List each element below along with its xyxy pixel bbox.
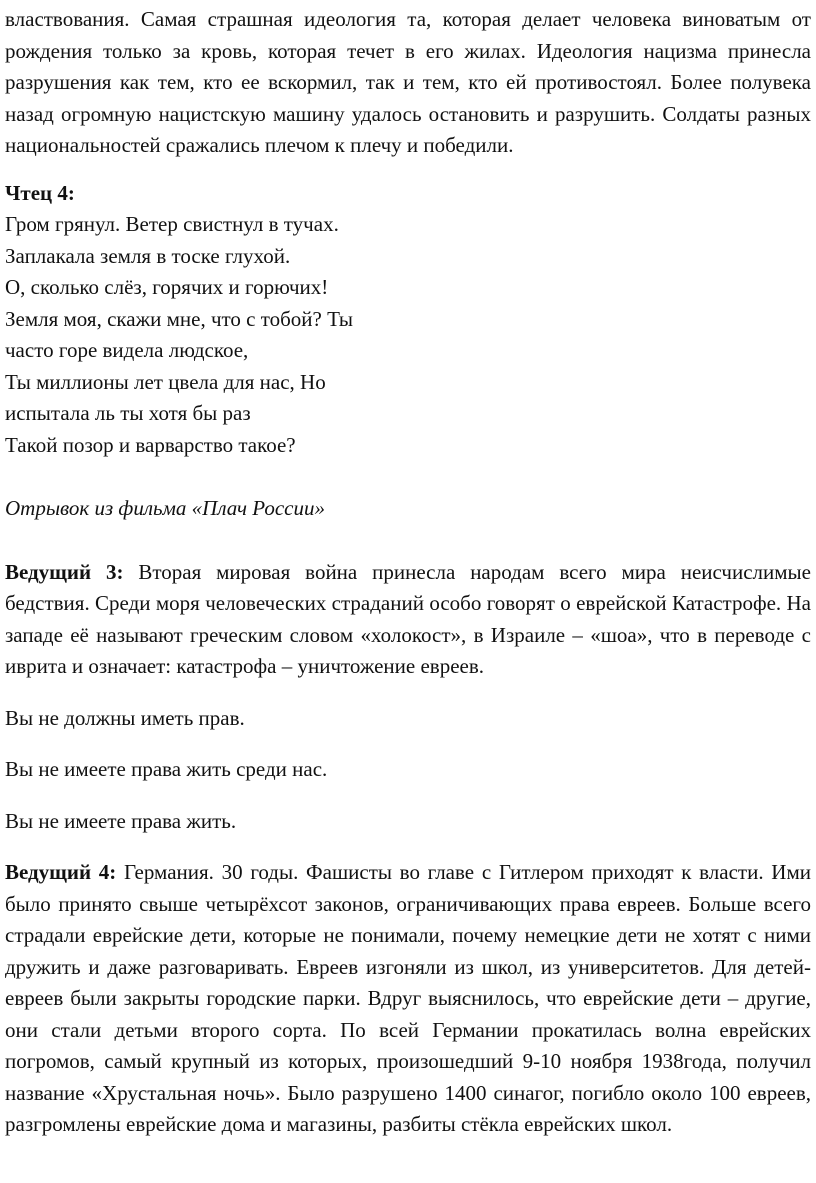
host-3-paragraph <box>5 557 811 683</box>
poem-line: Земля моя, скажи мне, что с тобой? Ты <box>5 306 354 331</box>
host-3-text: Вторая мировая война принесла народам всего мира неисчислимые бедствия. Среди моря человеческих страданий особо говорят о еврейской Катастрофе. На западе её называют греческим словом «холокост», в Израиле – «шоа», что в переводе с иврита и означает: катастрофа – уничтожение евреев. <box>5 559 811 678</box>
host-4-label: Ведущий 4: <box>5 860 117 884</box>
poem-line: испытала ль ты хотя бы раз <box>5 401 251 425</box>
host-4-text: Германия. 30 годы. Фашисты во главе с Гитлером приходят к власти. Ими было принято свыше четырёхсот законов, ограничивающих права евреев. Больше всего страдали еврейские дети, которые не понимали, почему немецкие дети не хотят с ними дружить и даже разговаривать. Евреев изгоняли из школ, из университетов. Для детей-евреев были закрыты городские парки. Вдруг выяснилось, что еврейские дети – другие, они стали детьми второго сорта. По всей Германии прокатилась волна еврейских погромов, самый крупный из которых, произошедший 9-10 ноября 1938года, получил название «Хрустальная ночь». Было разрушено 1400 синагог, погибло около 100 евреев, разгромлены еврейские дома и магазины, разбиты стёкла еврейских школ. <box>5 860 811 1136</box>
poem-line: Гром грянул. Ветер свистнул в тучах. <box>5 212 339 236</box>
reader-4-label: Чтец 4: <box>5 180 75 205</box>
poem-line: О, сколько слёз, горячих и горючих! <box>5 275 329 299</box>
poem-line: Ты миллионы лет цвела для нас, Но <box>5 369 326 394</box>
host-3-label: Ведущий 3: <box>5 559 124 584</box>
film-excerpt-note: Отрывок из фильма «Плач России» <box>5 496 325 520</box>
reader-4-poem <box>5 209 811 461</box>
poem-line: Заплакала земля в тоске глухой. <box>5 243 291 268</box>
statement-line: Вы не имеете права жить среди нас. <box>5 757 328 781</box>
host-4-paragraph <box>5 857 811 1141</box>
statement-line: Вы не должны иметь прав. <box>5 705 245 730</box>
intro-paragraph: властвования. Самая страшная идеология та, которая делает человека виноватым от рождения только за кровь, которая течет в его жилах. Идеология нацизма принесла разрушения как тем, кто ее вскормил, так и тем, кто ей противостоял. Более полувека назад огромную нацистскую машину удалось остановить и разрушить. Солдаты разных национальностей сражались плечом к плечу и победили. <box>5 7 811 157</box>
poem-line: часто горе видела людское, <box>5 338 249 362</box>
poem-line: Такой позор и варварство такое? <box>5 432 296 457</box>
statement-line: Вы не имеете права жить. <box>5 808 237 833</box>
